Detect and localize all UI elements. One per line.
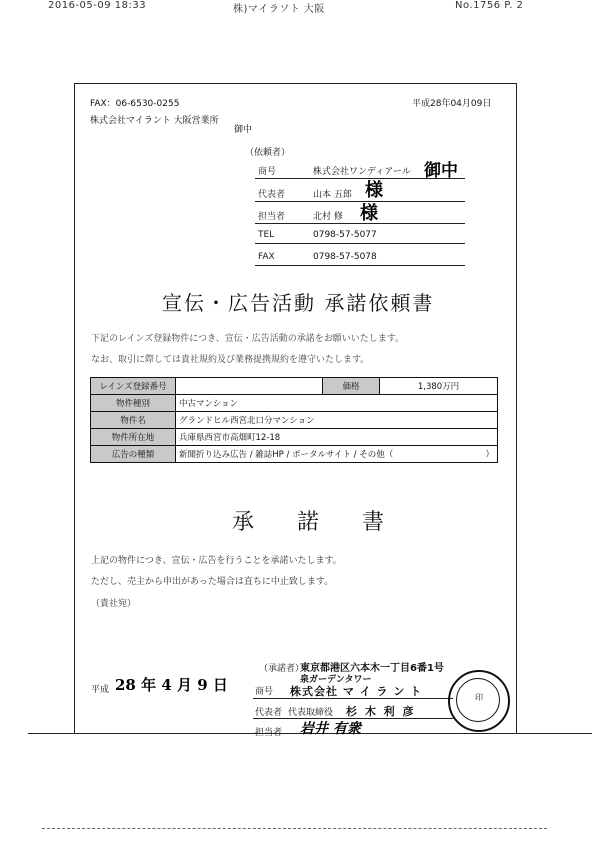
approval-date: 28 年 4 月 9 日 xyxy=(115,676,228,694)
property-type-value: 中古マンション xyxy=(176,395,498,412)
document-title: 宣伝・広告活動 承諾依頼書 xyxy=(162,291,435,315)
requester-rep-suffix: 様 xyxy=(365,180,383,201)
rep-label: 代表者 xyxy=(255,708,283,718)
approver-address: 東京都港区六本木一丁目6番1号 xyxy=(300,663,444,674)
recipient-name: 株式会社マイラント 大阪営業所 xyxy=(90,116,219,126)
property-name-value: グランドヒル西宮北口分マンション xyxy=(176,412,498,429)
ad-type-label: 広告の種類 xyxy=(91,446,176,463)
frame-right xyxy=(516,83,517,733)
reins-label: レインズ登録番号 xyxy=(91,378,176,395)
table-row xyxy=(91,412,498,429)
approval-line-3: （貴社宛） xyxy=(91,599,137,609)
requester-company-suffix: 御中 xyxy=(424,161,458,181)
price-value: 1,380万円 xyxy=(380,378,498,395)
approval-title: 承 諾 書 xyxy=(232,510,402,535)
approver-label: （承諾者） xyxy=(259,664,305,674)
table-row xyxy=(91,446,498,463)
intro-line-1: 下記のレインズ登録物件につき、宣伝・広告活動の承諾をお願いいたします。 xyxy=(91,334,405,344)
date-era: 平成 xyxy=(91,685,110,695)
approval-line-2: ただし、売主から申出があった場合は直ちに中止致します。 xyxy=(91,577,334,587)
staff-label: 担当者 xyxy=(255,728,283,738)
company-label: 商号 xyxy=(255,687,274,697)
staff-signature: 岩井 有衆 xyxy=(300,721,361,737)
table-row xyxy=(91,395,498,412)
approval-line-1: 上記の物件につき、宣伝・広告を行うことを承諾いたします。 xyxy=(91,556,342,566)
property-address-value: 兵庫県西宮市高畑町12-18 xyxy=(176,429,498,446)
frame-top xyxy=(74,83,516,84)
ad-type-value xyxy=(176,446,498,463)
ad-type-close: ） xyxy=(485,450,494,460)
rep-title: 代表取締役 xyxy=(288,708,334,718)
requester-company: 株式会社ワンディアール xyxy=(313,167,411,177)
bottom-dash xyxy=(42,828,547,829)
company-underline xyxy=(253,698,453,699)
recipient-suffix: 御中 xyxy=(234,125,253,135)
approver-company: 株式会社 マ イ ラ ン ト xyxy=(290,685,423,698)
requester-rep: 山本 五郎 xyxy=(313,190,352,200)
property-type-label: 物件種別 xyxy=(91,395,176,412)
requester-staff-suffix: 様 xyxy=(360,203,378,224)
intro-line-2: なお、取引に際しては貴社規約及び業務提携規約を遵守いたします。 xyxy=(91,355,370,365)
requester-label-rep: 代表者 xyxy=(258,190,286,200)
property-name-label: 物件名 xyxy=(91,412,176,429)
fax-number: FAX：06-6530-0255 xyxy=(90,99,180,109)
table-row xyxy=(91,378,498,395)
company-seal xyxy=(448,670,510,732)
requester-label-company: 商号 xyxy=(258,167,277,177)
reins-value xyxy=(176,378,323,395)
rep-name: 杉 木 利 彦 xyxy=(346,705,416,718)
fax-sender: 株)マイラソト 大阪 xyxy=(233,4,325,15)
ad-type-options: 新聞折り込み広告 / 雑誌HP / ポータルサイト / その他（ xyxy=(179,450,394,460)
requester-staff: 北村 修 xyxy=(313,212,343,222)
requester-heading: （依頼者） xyxy=(245,148,291,158)
requester-fax: 0798-57-5078 xyxy=(313,252,377,262)
requester-underline-4 xyxy=(255,265,465,266)
fax-page-number: No.1756 P. 2 xyxy=(455,0,524,11)
requester-label-staff: 担当者 xyxy=(258,212,286,222)
requester-underline-3 xyxy=(255,243,465,244)
fax-timestamp: 2016-05-09 18:33 xyxy=(48,0,147,11)
document-date: 平成28年04月09日 xyxy=(412,99,492,109)
requester-underline-0 xyxy=(255,178,465,179)
property-address-label: 物件所在地 xyxy=(91,429,176,446)
price-label: 価格 xyxy=(323,378,380,395)
requester-tel: 0798-57-5077 xyxy=(313,230,377,240)
requester-label-fax: FAX xyxy=(258,252,275,262)
approver-building: 泉ガーデンタワー xyxy=(300,675,372,685)
table-row xyxy=(91,429,498,446)
requester-label-tel: TEL xyxy=(258,230,275,240)
company-seal-text: 印 xyxy=(475,693,483,702)
property-table xyxy=(90,377,498,463)
frame-left xyxy=(74,83,75,733)
requester-underline-2 xyxy=(255,223,465,224)
